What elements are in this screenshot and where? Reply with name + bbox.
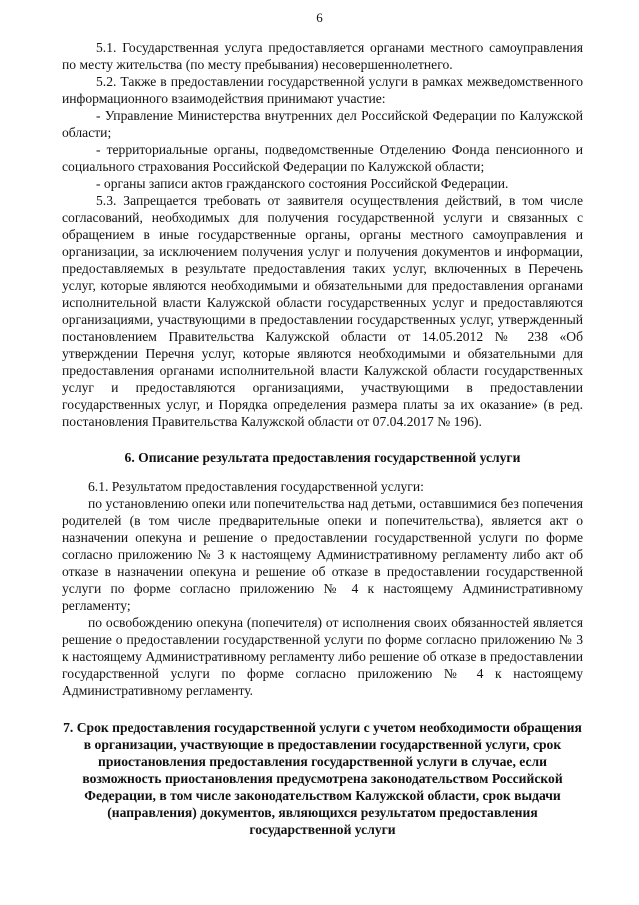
paragraph-5-2: 5.2. Также в предоставлении государственной услуги в рамках межведомственного информационного взаимодействия принимают участие: <box>62 74 583 106</box>
paragraph-5-3: 5.3. Запрещается требовать от заявителя осуществления действий, в том числе согласований, необходимых для получения государственной услуги и связанных с обращением в иные государственные органы, органы местного самоуправления и организации, за исключением получения услуг и получения документов и информации, предоставляемых в результате предоставления таких услуг, включенных в Перечень услуг, которые являются необходимыми и обязательными для предоставления органами исполнительной власти Калужской области государственных услуг и предоставляются организациями, участвующими в предоставлении государственных услуг, утвержденный постановлением Правительства Калужской области от 14.05.2012 № 238 «Об утверждении Перечня услуг, которые являются необходимыми и обязательными для предоставления органами исполнительной власти Калужской области государственных услуг и предоставляются организациями, участвующими в предоставлении государственных услуг, и Порядка определения размера платы за их оказание» (в ред. постановления Правительства Калужской области от 07.04.2017 № 196). <box>62 193 583 429</box>
list-item-pension-fund: - территориальные органы, подведомственные Отделению Фонда пенсионного и социального страхования Российской Федерации по Калужской области; <box>62 142 583 174</box>
paragraph-guardianship-result: по установлению опеки или попечительства над детьми, оставшимися без попечения родителей (в том числе предварительные опеки и попечительства), является акт о назначении опекуна и решение о предоставлении государственной услуги по форме согласно приложению № 3 к настоящему Административному регламенту либо акт об отказе в назначении опекуна и решение об отказе в предоставлении государственной услуги по форме согласно приложению № 4 к настоящему Административному регламенту; <box>62 496 583 613</box>
document-body <box>62 39 583 838</box>
paragraph-release-result: по освобождению опекуна (попечителя) от исполнения своих обязанностей является решение о предоставлении государственной услуги по форме согласно приложению № 3 к настоящему Административному регламенту либо решение об отказе в предоставлении государственной услуги по форме согласно приложению № 4 к настоящему Административному регламенту. <box>62 615 583 698</box>
section-6-heading: 6. Описание результата предоставления государственной услуги <box>124 450 521 465</box>
list-item-zags: - органы записи актов гражданского состояния Российской Федерации. <box>96 176 509 191</box>
list-item-mvd: - Управление Министерства внутренних дел Российской Федерации по Калужской области; <box>62 108 583 140</box>
section-7-heading: 7. Срок предоставления государственной услуги с учетом необходимости обращения в организации, участвующие в предоставлении государственной услуги, срок приостановления предоставления государственной услуги в случае, если возможность приостановления предусмотрена законодательством Российской Федерации, в том числе законодательством Калужской области, срок выдачи (направления) документов, являющихся результатом предоставления государственной услуги <box>63 720 582 837</box>
paragraph-5-1: 5.1. Государственная услуга предоставляется органами местного самоуправления по месту жительства (по месту пребывания) несовершеннолетнего. <box>62 40 583 72</box>
page-number: 6 <box>316 10 323 25</box>
paragraph-6-1: 6.1. Результатом предоставления государственной услуги: <box>88 479 424 494</box>
